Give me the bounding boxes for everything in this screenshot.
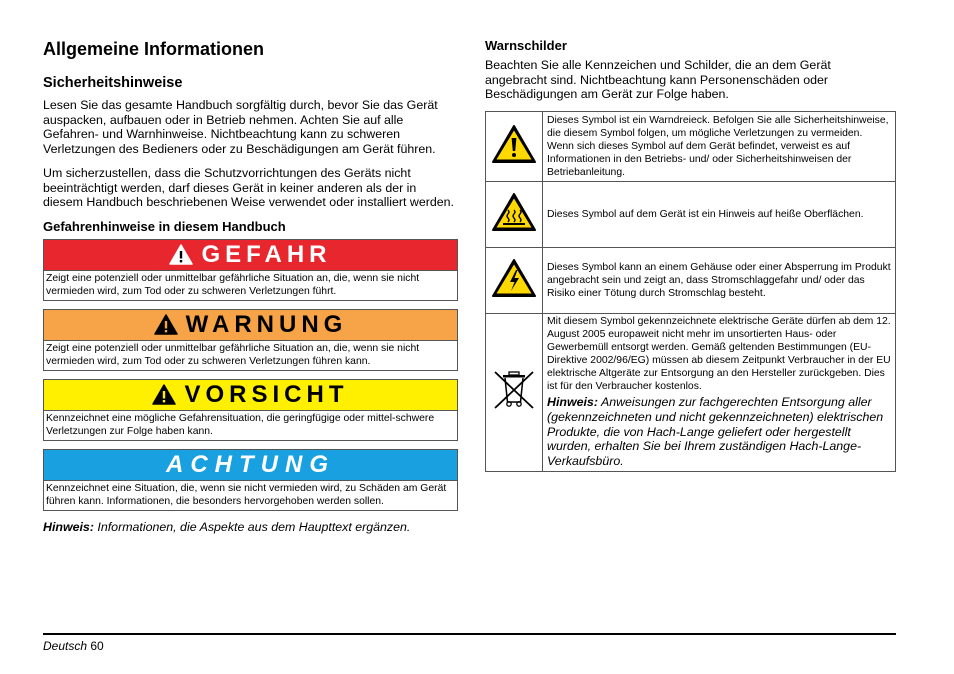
warning-labels-intro: Beachten Sie alle Kennzeichen und Schilder, die an dem Gerät angebracht sind. Nichtbeachtung kann Personenschäden oder Beschädigungen am Gerät zur Folge haben. (485, 58, 831, 102)
hazard-box-caution (43, 379, 458, 441)
hazard-desc-notice: Kennzeichnet eine Situation, die, wenn sie nicht vermieden wird, zu Schäden am Gerät führen kann. Informationen, die besonders hervorgehoben werden sollen. (46, 482, 447, 507)
table-row (486, 182, 896, 248)
right-column (485, 38, 896, 472)
alert-triangle-icon (152, 384, 176, 405)
weee-text: Mit diesem Symbol gekennzeichnete elektrische Geräte dürfen ab dem 12. August 2005 europaweit nicht mehr im unsortierten Haus- oder Gewerbemüll entsorgt werden. Gemäß geltenden Bestimmungen (EU-Direktive 2002/96/EG) müssen ab diesem Zeitpunkt Verbraucher in der EU elektrische Altgeräte zur Entsorgung an den Hersteller zurückgeben. Dies ist für den Verbraucher kostenlos. (547, 316, 891, 393)
safety-paragraph-2: Um sicherzustellen, dass die Schutzvorrichtungen des Geräts nicht beeinträchtigt werden, darf dieses Gerät in keiner anderen als der in diesem Handbuch beschriebenen Weise verwendet oder installiert werden. (43, 165, 454, 210)
weee-note-label: Hinweis: (547, 395, 598, 410)
hazard-banner-caution (44, 380, 457, 411)
sign-icon-cell (486, 314, 543, 472)
footer-language: Deutsch (43, 639, 88, 653)
table-row (486, 314, 896, 472)
hazard-banner-warning (44, 310, 457, 341)
sign-icon-cell (486, 112, 543, 182)
sign-icon-cell (486, 182, 543, 248)
sign-text: Dieses Symbol kann an einem Gehäuse oder einer Absperrung im Produkt angebracht sein und zeigt an, dass Stromschlaggefahr und/ oder das Risiko einer Tötung durch Stromschlag besteht. (543, 248, 896, 314)
hazard-box-danger (43, 239, 458, 301)
table-row (486, 248, 896, 314)
note-label: Hinweis: (43, 519, 94, 534)
signs-table (485, 111, 896, 472)
hazard-banner-danger (44, 240, 457, 271)
safety-paragraph-1: Lesen Sie das gesamte Handbuch sorgfältig durch, bevor Sie das Gerät auspacken, aufbauen oder in Betrieb nehmen. Achten Sie auf alle Gefahren- und Warnhinweise. Nichtbeachtung kann zu schweren Verletzungen des Bedieners oder zu Beschädigungen am Gerät führen. (43, 98, 438, 157)
weee-bin-icon (492, 369, 536, 411)
hazards-heading: Gefahrenhinweise in diesem Handbuch (43, 218, 286, 234)
page-title: Allgemeine Informationen (43, 39, 265, 59)
electric-shock-icon (491, 258, 537, 298)
hazard-word-danger: GEFAHR (201, 240, 332, 268)
alert-triangle-icon (169, 244, 193, 265)
hazard-box-warning (43, 309, 458, 371)
note-text: Informationen, die Aspekte aus dem Haupttext ergänzen. (97, 519, 411, 534)
hazard-box-notice (43, 449, 458, 511)
sign-text: Dieses Symbol auf dem Gerät ist ein Hinweis auf heiße Oberflächen. (543, 182, 896, 248)
weee-note-text: Anweisungen zur fachgerechten Entsorgung aller (gekennzeichneten und nicht gekennzeichneten) elektrischen Produkte, die von Hach-Lange geliefert oder hergestellt wurden, erhalten Sie bei Ihrem zuständigen Hach-Lange-Verkaufsbüro. (547, 395, 884, 468)
hazard-desc-caution: Kennzeichnet eine mögliche Gefahrensituation, die geringfügige oder mittel-schwere Verletzungen zur Folge haben kann. (46, 412, 435, 437)
hazard-word-warning: WARNUNG (185, 310, 348, 338)
hazard-desc-warning: Zeigt eine potenziell oder unmittelbar gefährliche Situation an, die, wenn sie nicht vermieden wird, zum Tod oder zu schweren Verletzungen führen kann. (46, 342, 420, 367)
sign-icon-cell (486, 248, 543, 314)
weee-note (547, 395, 891, 469)
warning-labels-heading: Warnschilder (485, 38, 567, 53)
sign-text: Dieses Symbol ist ein Warndreieck. Befolgen Sie alle Sicherheitshinweise, die diesem Symbol folgen, um mögliche Verletzungen zu vermeiden. Wenn sich dieses Symbol auf dem Gerät befindet, verweist es auf Informationen in den Betriebs- und/ oder Sicherheitshinweisen der Betriebanleitung. (543, 112, 896, 182)
table-row (486, 112, 896, 182)
hazard-word-notice: ACHTUNG (166, 450, 335, 478)
footer-divider (43, 633, 896, 635)
page-footer (43, 639, 104, 653)
hot-surface-icon (491, 192, 537, 232)
hazard-word-caution: VORSICHT (184, 380, 349, 408)
alert-triangle-icon (154, 314, 178, 335)
hazard-desc-danger: Zeigt eine potenziell oder unmittelbar gefährliche Situation an, die, wenn sie nicht vermieden wird, zum Tod oder zu schweren Verletzungen führt. (46, 272, 420, 297)
warning-triangle-icon (491, 124, 537, 164)
hazard-banner-notice (44, 450, 457, 481)
sign-text-weee (543, 314, 896, 472)
safety-heading: Sicherheitshinweise (43, 75, 183, 91)
note (43, 520, 458, 535)
footer-page-number: 60 (90, 639, 104, 653)
left-column (43, 38, 458, 535)
